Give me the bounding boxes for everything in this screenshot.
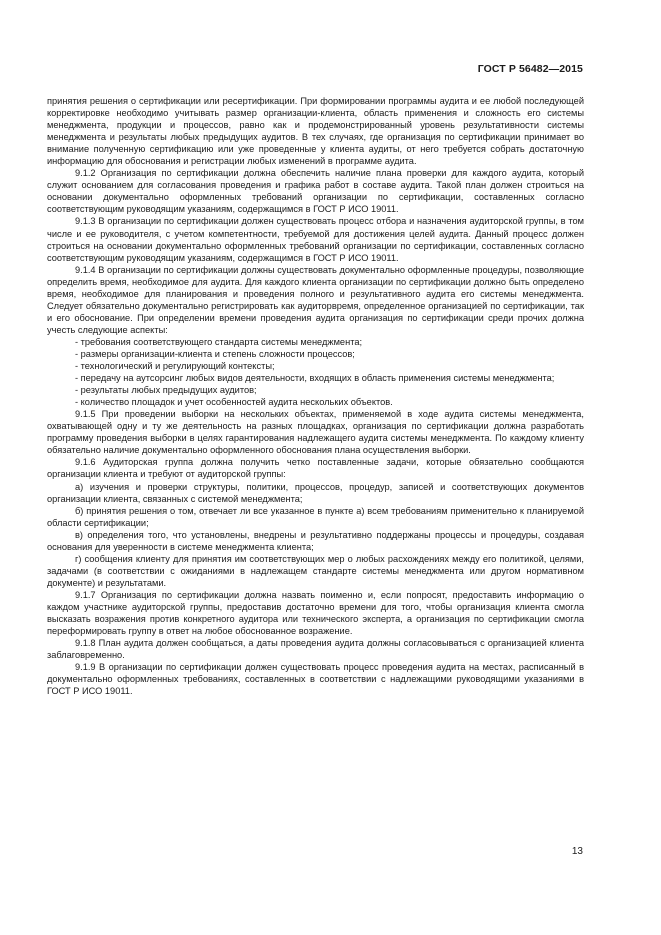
paragraph-9-1-3: 9.1.3 В организации по сертификации должен существовать процесс отбора и назначения аудиторской группы, в том числе и ее руководителя, с учетом компетентности, требуемой для достижения целей аудита. Данный процесс должен строиться на основании документально оформленных требований организации по сертификации, составленных согласно соответствующим руководящим указаниям, содержащимся в ГОСТ Р ИСО 19011. bbox=[47, 216, 584, 263]
list-item-aspect: - количество площадок и учет особенностей аудита нескольких объектов. bbox=[75, 397, 393, 408]
paragraph-9-1-4: 9.1.4 В организации по сертификации должны существовать документально оформленные процедуры, позволяющие определить время, необходимое для аудита. Для каждого клиента организации по сертификации должно быть определено время, необходимое для планирования и проведения полного и результативного аудита его системы менеджмента. Следует обязательно документально регистрировать как аудиторвремя, определенное организацией по сертификации, так и его обоснование. При определении времени проведения аудита организация по сертификации среди прочих должна учесть следующие аспекты: bbox=[47, 264, 584, 335]
list-item-aspect: - требования соответствующего стандарта системы менеджмента; bbox=[75, 336, 363, 347]
list-item-aspect: - размеры организации-клиента и степень сложности процессов; bbox=[75, 348, 355, 359]
paragraph-9-1-8: 9.1.8 План аудита должен сообщаться, а даты проведения аудита должны согласовываться с организацией клиента заблаговременно. bbox=[47, 638, 584, 661]
list-item-task: б) принятия решения о том, отвечает ли все указанное в пункте а) всем требованиям применительно к планируемой области сертификации; bbox=[47, 505, 584, 528]
list-item-aspect: - передачу на аутсорсинг любых видов деятельности, входящих в область применения системы менеджмента; bbox=[75, 373, 555, 384]
list-item-aspect: - результаты любых предыдущих аудитов; bbox=[75, 385, 257, 396]
list-item-aspect: - технологический и регулирующий контексты; bbox=[75, 361, 275, 372]
list-item-task: г) сообщения клиенту для принятия им соответствующих мер о любых расхождениях между его политикой, целями, задачами (в соответствии с ожиданиями в надлежащем стандарте системы менеджмента или другом нормативном документе) и результатами. bbox=[47, 553, 584, 588]
list-item-task: а) изучения и проверки структуры, политики, процессов, процедур, записей и соответствующих документов организации клиента, связанных с системой менеджмента; bbox=[47, 481, 584, 504]
document-body bbox=[47, 95, 584, 697]
paragraph-9-1-9: 9.1.9 В организации по сертификации должен существовать процесс проведения аудита на местах, расписанный в документально оформленных требованиях, составленных в соответствии с надлежащими руководящими указаниями в ГОСТ Р ИСО 19011. bbox=[47, 662, 584, 697]
page-number: 13 bbox=[571, 846, 583, 857]
document-header: ГОСТ Р 56482—2015 bbox=[477, 63, 583, 75]
paragraph-continuation: принятия решения о сертификации или ресертификации. При формировании программы аудита и ее любой последующей корректировке необходимо учитывать размер организации-клиента, область применения и сложность его системы менеджмента, продукции и процессов, равно как и продемонстрированный уровень результативности системы менеджмента и результаты любых предыдущих аудитов. В тех случаях, где организация по сертификации принимает во внимание полученную сертификацию или уже проведенные у клиента аудиты, от него требуется собрать достаточную информацию для обоснования и регистрации любых изменений в программе аудита. bbox=[47, 96, 584, 167]
paragraph-9-1-6: 9.1.6 Аудиторская группа должна получить четко поставленные задачи, которые обязательно сообщаются организации клиента и требуют от аудиторской группы: bbox=[47, 457, 584, 480]
paragraph-9-1-2: 9.1.2 Организация по сертификации должна обеспечить наличие плана проверки для каждого аудита, который служит основанием для согласования проведения и графика работ в составе аудита. Такой план должен строиться на основании документально оформленных требований организации по сертификации, составленных согласно соответствующим руководящим указаниям, содержащимся в ГОСТ Р ИСО 19011. bbox=[47, 168, 584, 215]
paragraph-9-1-7: 9.1.7 Организация по сертификации должна назвать поименно и, если попросят, предоставить информацию о каждом участнике аудиторской группы, предоставив достаточно времени для того, чтобы организация клиента смогла высказать возражения против конкретного аудитора или технического эксперта, а организация по сертификации смогла переформировать группу в ответ на любое обоснованное возражение. bbox=[47, 589, 584, 637]
paragraph-9-1-5: 9.1.5 При проведении выборки на нескольких объектах, применяемой в ходе аудита системы менеджмента, охватывающей одну и ту же деятельность на разных площадках, организация по сертификации должна разработать программу проведения выборки в целях гарантирования надлежащего аудита системы менеджмента. По каждому клиенту обязательно наличие документально оформленного обоснования плана осуществления выборки. bbox=[47, 409, 584, 456]
list-item-task: в) определения того, что установлены, внедрены и результативно поддержаны процессы и процедуры, создавая основания для уверенности в системе менеджмента клиента; bbox=[47, 529, 584, 552]
